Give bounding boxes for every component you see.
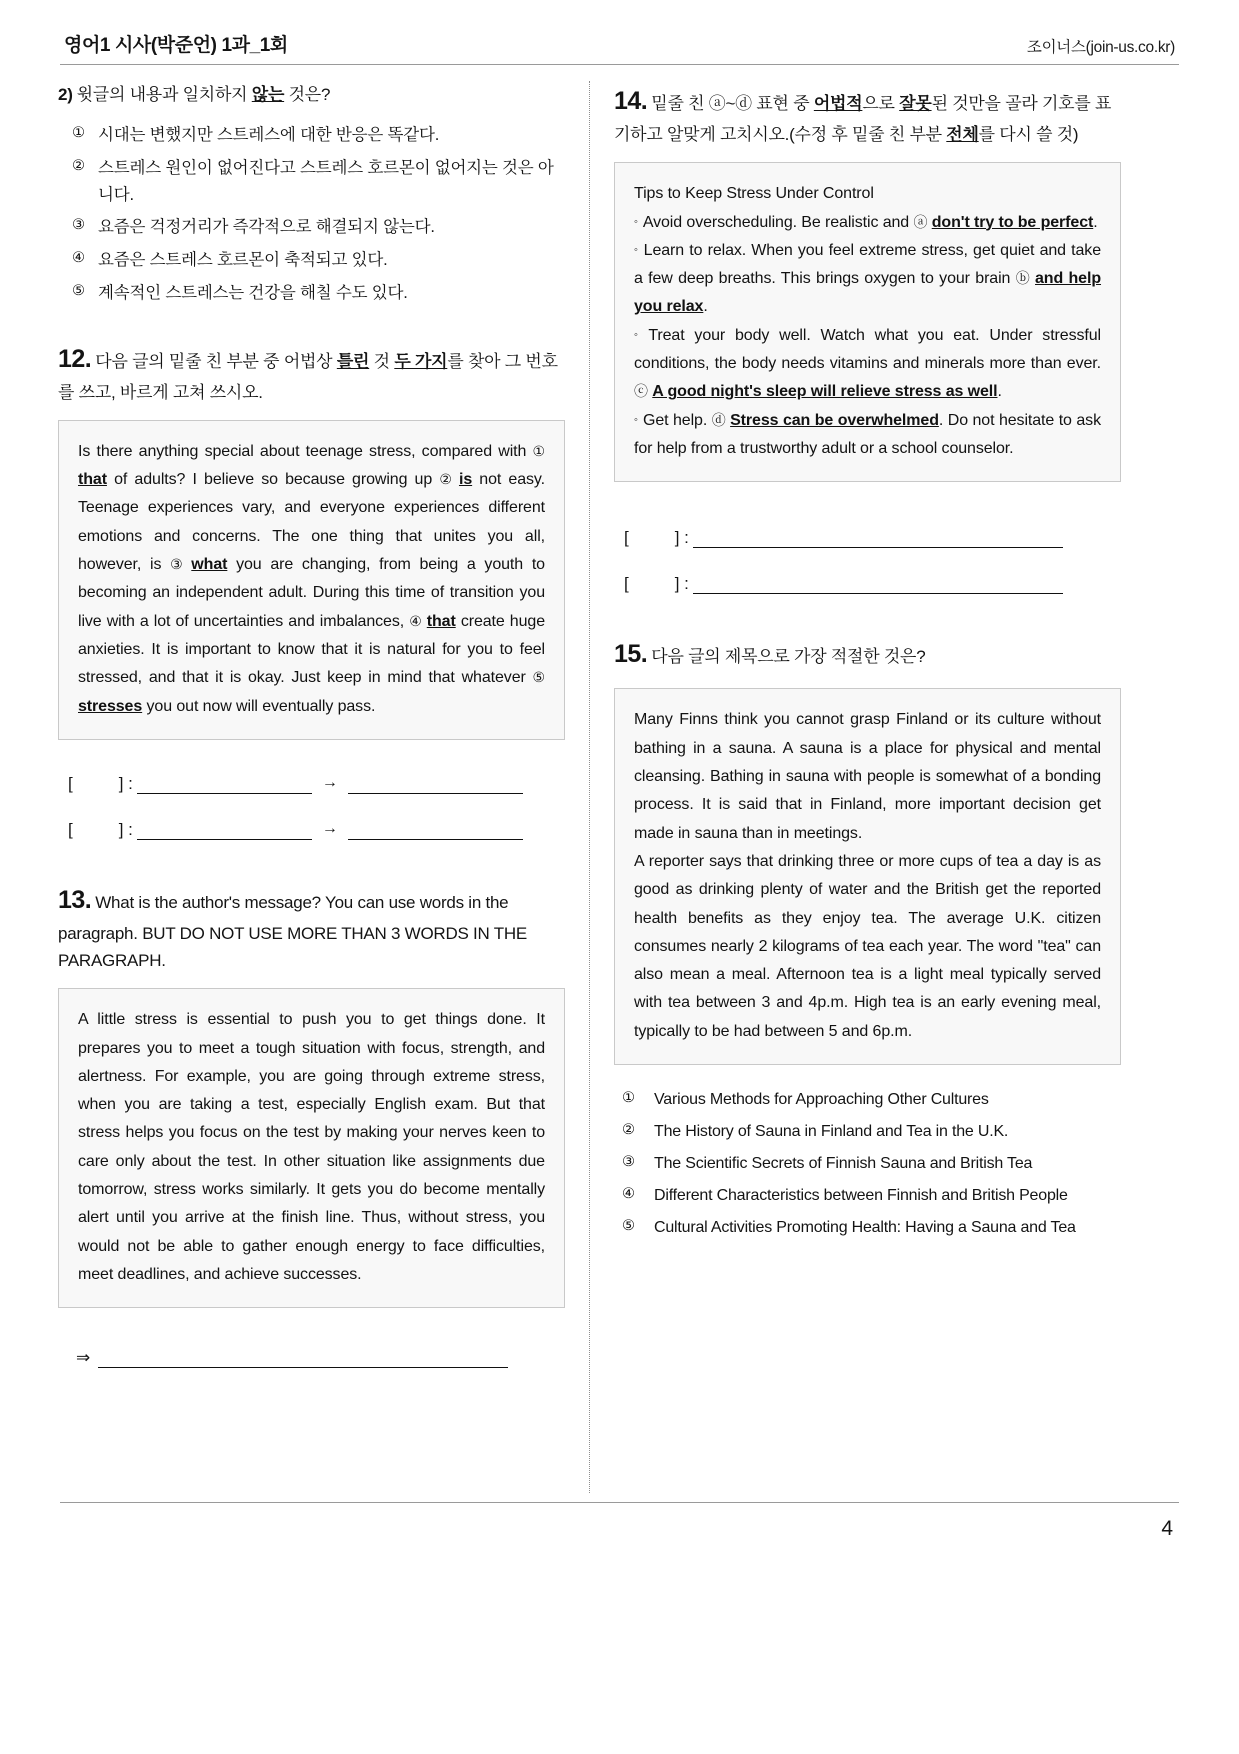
choice-item[interactable] (58, 122, 565, 149)
q14-p2: 으로 (862, 94, 900, 113)
bullet-icon: ◦ (634, 328, 644, 341)
question-13 (58, 880, 565, 1369)
question-15-number: 15. (614, 640, 648, 669)
question-12 (58, 339, 565, 840)
p-u5: stresses (78, 697, 143, 715)
question-15-passage-box (614, 688, 1121, 1065)
question-14-number: 14. (614, 87, 648, 115)
choice-item[interactable] (614, 1087, 1121, 1113)
choice-label: 스트레스 원인이 없어진다고 스트레스 호르몬이 없어지는 것은 아니다. (98, 158, 554, 204)
tip-post: . (703, 298, 708, 316)
p-s1: Is there anything special about teenage stress, compared with (78, 442, 533, 460)
header-site: 조이너스(join-us.co.kr) (1026, 39, 1175, 56)
question-2 (58, 81, 565, 307)
question-14-answer-lines (614, 528, 1121, 594)
tip-pre: Avoid overscheduling. Be realistic and (642, 213, 914, 231)
column-divider (589, 81, 590, 1493)
question-15-passage-p1: Many Finns think you cannot grasp Finland or its culture without bathing in a sauna. A sauna is a place for physical and mental cleansing. Bathing in sauna with people is somewhat of a bonding process. It is said that in Finland, more important decision get made in sauna than in meetings. (634, 711, 1101, 842)
question-12-number: 12. (58, 344, 92, 373)
answer-blank[interactable] (98, 1351, 508, 1368)
bracket-close: ] : (674, 574, 689, 594)
question-14 (614, 81, 1121, 594)
choice-marker: ① (622, 1090, 635, 1107)
answer-blank-before[interactable] (137, 777, 312, 794)
page-header (58, 30, 1181, 64)
q14-p3: 된 것만을 골라 기호를 표기하고 알맞게 고치시오.(수정 후 밑줄 친 부분 (614, 94, 1112, 144)
bracket-close: ] : (674, 528, 689, 548)
choice-marker: ③ (72, 217, 85, 234)
q12-b1: 틀린 (336, 351, 370, 371)
tip-mark: ⓐ (913, 213, 928, 230)
question-12-prompt (58, 339, 565, 406)
question-15-prompt (614, 634, 1121, 674)
q14-p4: 를 다시 쓸 것) (978, 125, 1079, 144)
question-2-choices (58, 122, 565, 306)
question-2-prompt-bold: 않는 (251, 85, 285, 104)
tips-item (634, 407, 1101, 464)
p-u1: that (78, 471, 107, 488)
p-s3: not easy. Teenage experiences vary, and everyone experiences different emotions and concerns. The one thing that unites you all, however, is (78, 471, 545, 573)
bracket-open: [ (68, 773, 73, 793)
p-m3: ③ (170, 555, 183, 572)
choice-marker: ① (72, 125, 85, 142)
tip-pre: Treat your body well. Watch what you eat. Under stressful conditions, the body needs vitamins and minerals more than ever. (634, 326, 1101, 373)
p-u3: what (191, 555, 228, 573)
choice-marker: ⑤ (622, 1217, 635, 1234)
tips-item (634, 237, 1101, 322)
tip-underlined: and help you relax (634, 270, 1102, 316)
question-15-passage-p2: A reporter says that drinking three or more cups of tea a day is as good as drinking plenty of water and the British get the reported health benefits as they enjoy tea. The average U.K. citizen consumes nearly 2 kilograms of tea each year. The word "tea" can also mean a meal. Afternoon tea is a light meal typically served with tea between 3 and 4p.m. High tea is an early evening meal, typically to be had between 5 and 6p.m. (634, 852, 1101, 1040)
question-13-passage-box (58, 988, 565, 1308)
p-u2: is (458, 471, 473, 488)
choice-marker: ② (622, 1121, 635, 1138)
bullet-icon: ◦ (634, 243, 639, 256)
tips-item (634, 322, 1101, 407)
tip-pre: Get help. (642, 411, 712, 429)
p-m4: ④ (409, 612, 422, 629)
arrow-right-icon: → (321, 819, 338, 837)
answer-row (58, 774, 565, 794)
tip-mark: ⓓ (711, 411, 726, 428)
question-2-prompt-after: 것은? (284, 85, 331, 104)
choice-item[interactable] (614, 1151, 1121, 1177)
question-13-prompt-text: What is the author's message? You can use words in the paragraph. BUT DO NOT USE MORE THAN 3 WORDS IN THE PARAGRAPH. (58, 892, 527, 970)
question-13-passage: A little stress is essential to push you to get things done. It prepares you to meet a tough situation with focus, strength, and alertness. For example, you are going through extreme stress, when you are taking a test, especially English exam. But that stress helps you focus on the test by making your nerves keen to care only about the test. In other situation like assignments due tomorrow, stress works similarly. It gets you do become mentally alert until you arrive at the finish line. Thus, without stress, you would not be able to gather enough energy to face difficulties, meet deadlines, and achieve successes. (78, 1011, 545, 1283)
double-arrow-icon: ⇒ (76, 1348, 91, 1368)
question-15-prompt-text: 다음 글의 제목으로 가장 적절한 것은? (651, 647, 926, 667)
answer-row (58, 820, 565, 840)
p-s5: create huge anxieties. It is important to know that it is natural for you to feel stressed, and that it is okay. Just keep in mind that whatever (78, 612, 545, 687)
choice-item[interactable] (58, 214, 565, 241)
choice-marker: ② (72, 157, 85, 174)
choice-marker: ④ (72, 250, 85, 267)
tip-underlined: A good night's sleep will relieve stress as well (652, 383, 998, 401)
spacer (614, 620, 1121, 634)
choice-label: Cultural Activities Promoting Health: Having a Sauna and Tea (654, 1218, 1076, 1236)
tip-post: . Do not hesitate to ask for help from a trustworthy adult or a school counselor. (634, 411, 1101, 457)
bullet-icon: ◦ (634, 215, 638, 228)
column-gap (565, 81, 614, 1502)
choice-item[interactable] (58, 280, 565, 307)
choice-label: 시대는 변했지만 스트레스에 대한 반응은 똑같다. (98, 126, 440, 145)
answer-row (614, 574, 1121, 594)
p-m2: ② (439, 471, 452, 487)
tip-underlined: Stress can be overwhelmed (730, 411, 939, 429)
q12-b2: 두 가지 (394, 351, 448, 371)
p-m1: ① (532, 442, 545, 459)
choice-marker: ⑤ (72, 282, 85, 299)
q14-b1: 어법적 (813, 94, 863, 113)
answer-blank[interactable] (693, 531, 1063, 548)
q14-p1: 밑줄 친 ⓐ~ⓓ 표현 중 (651, 94, 814, 113)
choice-label: 요즘은 스트레스 호르몬이 축적되고 있다. (98, 251, 388, 270)
tip-mark: ⓑ (1015, 270, 1030, 287)
q14-b2: 잘못 (899, 94, 932, 113)
tips-item (634, 209, 1101, 237)
choice-label: 요즘은 걱정거리가 즉각적으로 해결되지 않는다. (98, 218, 435, 237)
tip-post: . (997, 383, 1002, 401)
choice-marker: ④ (622, 1185, 635, 1202)
q14-b3: 전체 (946, 125, 979, 144)
choice-marker: ③ (622, 1153, 635, 1170)
bracket-open: [ (624, 528, 629, 548)
q12-p1: 다음 글의 밑줄 친 부분 중 어법상 (95, 351, 337, 371)
q12-p3: 를 찾아 그 번호를 쓰고, 바르게 고쳐 쓰시오. (58, 351, 558, 402)
p-s6: you out now will eventually pass. (142, 697, 376, 715)
p-s4: you are changing, from being a youth to becoming an independent adult. During this time of transition you live with a lot of uncertainties and imbalances, (78, 555, 545, 630)
choice-label: Different Characteristics between Finnish and British People (654, 1186, 1068, 1204)
answer-blank-after[interactable] (348, 777, 523, 794)
answer-blank-before[interactable] (137, 823, 312, 840)
right-column (614, 81, 1121, 1502)
spacer (58, 313, 565, 339)
question-13-answer-row (58, 1348, 565, 1368)
p-m5: ⑤ (532, 669, 545, 686)
bracket-open: [ (68, 819, 73, 839)
question-12-answer-lines (58, 774, 565, 840)
question-14-prompt (614, 81, 1121, 148)
choice-item[interactable] (614, 1119, 1121, 1145)
page-number: 4 (1161, 1517, 1173, 1540)
answer-row (614, 528, 1121, 548)
tip-mark: ⓒ (634, 383, 648, 400)
q12-p2: 것 (369, 351, 395, 371)
choice-label: 계속적인 스트레스는 건강을 해칠 수도 있다. (98, 283, 408, 302)
question-12-passage (78, 438, 545, 721)
header-title: 영어1 시사(박준언) 1과_1회 (64, 35, 288, 56)
question-15-choices (614, 1087, 1121, 1241)
p-s2: of adults? I believe so because growing up (106, 471, 440, 488)
question-12-passage-box (58, 420, 565, 740)
tip-post: . (1093, 213, 1098, 231)
question-2-prompt (58, 81, 565, 108)
spacer (58, 866, 565, 880)
question-15 (614, 634, 1121, 1240)
answer-blank[interactable] (693, 577, 1063, 594)
question-13-prompt (58, 880, 565, 974)
question-14-tips-box (614, 162, 1121, 482)
two-column-body (58, 81, 1181, 1502)
bracket-open: [ (624, 574, 629, 594)
page-footer (58, 1503, 1181, 1541)
bullet-icon: ◦ (634, 413, 638, 426)
choice-item[interactable] (58, 247, 565, 274)
choice-label: Various Methods for Approaching Other Cultures (654, 1091, 989, 1109)
arrow-right-icon: → (321, 773, 338, 791)
choice-item[interactable] (614, 1183, 1121, 1209)
tip-underlined: don't try to be perfect (931, 213, 1094, 231)
choice-item[interactable] (614, 1215, 1121, 1241)
question-2-prompt-before: 윗글의 내용과 일치하지 (76, 85, 252, 104)
bracket-close: ] : (118, 773, 133, 793)
p-u4: that (426, 612, 456, 630)
question-2-number: 2) (58, 85, 73, 104)
answer-blank-after[interactable] (348, 823, 523, 840)
header-divider (60, 64, 1179, 65)
tip-pre: Learn to relax. When you feel extreme stress, get quiet and take a few deep breaths. This brings oxygen to your brain (634, 241, 1101, 288)
bracket-close: ] : (118, 819, 133, 839)
tips-box-title: Tips to Keep Stress Under Control (634, 185, 874, 203)
choice-label: The Scientific Secrets of Finnish Sauna and British Tea (654, 1154, 1033, 1172)
choice-item[interactable] (58, 155, 565, 208)
question-13-number: 13. (58, 885, 92, 914)
left-column (58, 81, 565, 1502)
choice-label: The History of Sauna in Finland and Tea in the U.K. (654, 1122, 1009, 1140)
